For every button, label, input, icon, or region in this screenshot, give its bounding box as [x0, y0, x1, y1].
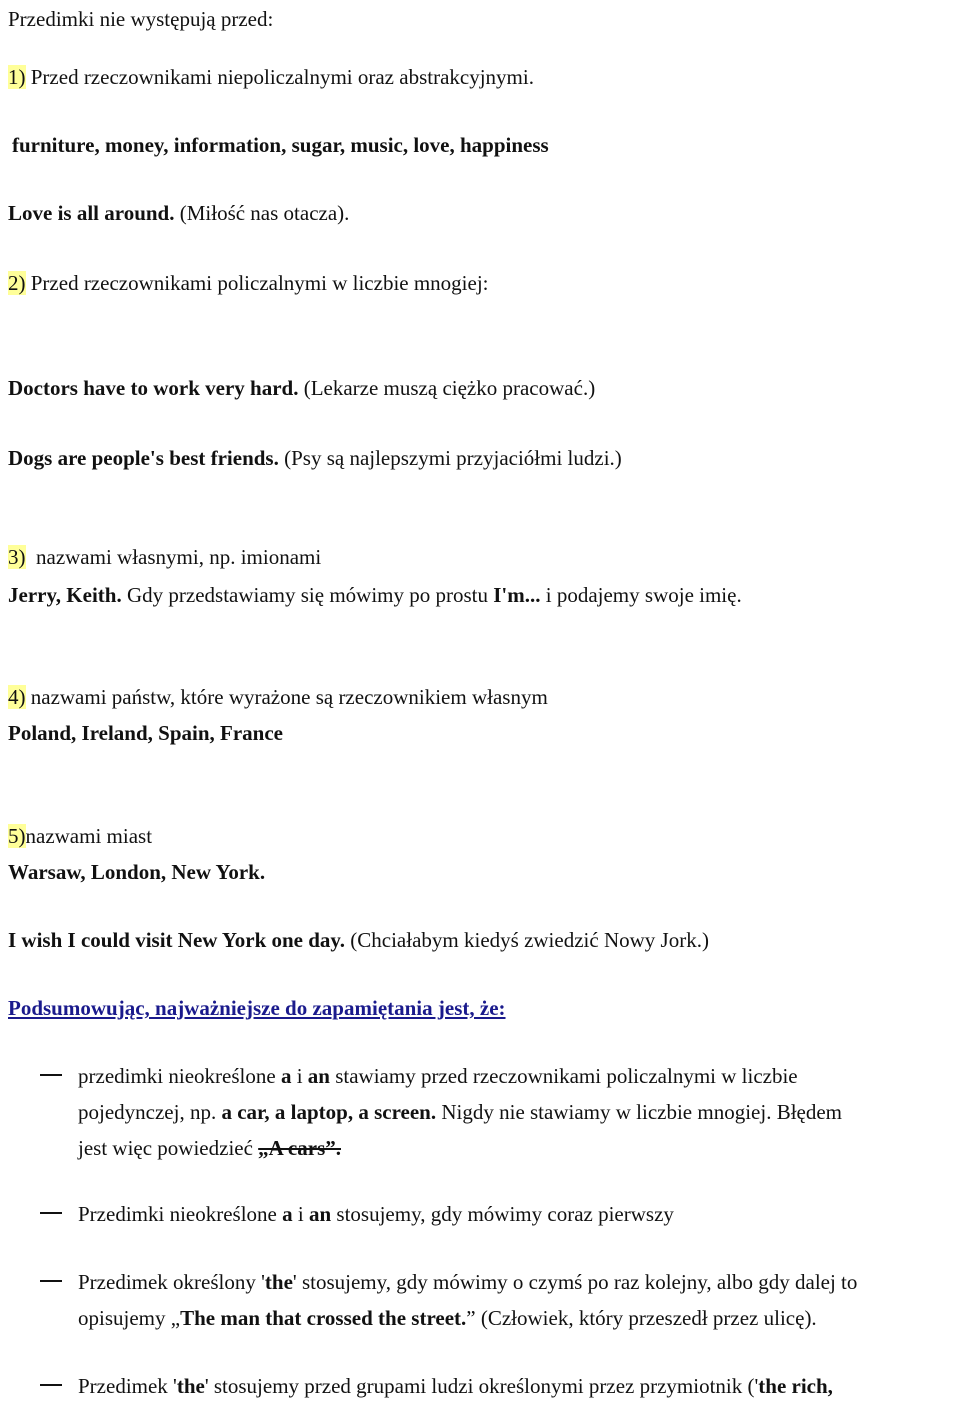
bullet-1-line-1: przedimki nieokreślone a i an stawiamy przed rzeczownikami policzalnymi w liczbie [78, 1064, 798, 1088]
bullet-2-line-1: Przedimki nieokreślone a i an stosujemy, gdy mówimy coraz pierwszy [78, 1202, 674, 1226]
intro-heading: Przedimki nie występują przed: [8, 7, 274, 31]
point-4 [8, 679, 548, 715]
point-4-examples: Poland, Ireland, Spain, France [8, 721, 283, 745]
bullet-1-line-2: pojedynczej, np. a car, a laptop, a screen. Nigdy nie stawiamy w liczbie mnogiej. Błędem [78, 1100, 843, 1124]
point-text: nazwami państw, które wyrażone są rzeczownikiem własnym [30, 685, 548, 709]
point-number: 3) [8, 545, 26, 569]
bullet-1-line-3: jest więc powiedzieć „A cars”. [78, 1136, 341, 1160]
point-number: 2) [8, 271, 26, 295]
bullet-4-line-1: Przedimek 'the' stosujemy przed grupami ludzi określonymi przez przymiotnik ('the rich, [78, 1374, 833, 1398]
struck-example: „A cars”. [258, 1136, 341, 1160]
point-1-sentence: Love is all around. (Miłość nas otacza). [8, 201, 350, 225]
point-number: 1) [8, 65, 26, 89]
summary-heading: Podsumowując, najważniejsze do zapamiętania jest, że: [8, 996, 506, 1020]
point-text: Przed rzeczownikami niepoliczalnymi oraz abstrakcyjnymi. [30, 65, 534, 89]
bullet-3-line-1: Przedimek określony 'the' stosujemy, gdy mówimy o czymś po raz kolejny, albo gdy dalej to [78, 1270, 858, 1294]
bullet-dash-icon [40, 1384, 62, 1386]
point-text: nazwami miast [25, 824, 153, 848]
point-number: 5) [8, 824, 26, 848]
point-2 [8, 265, 489, 301]
bullet-dash-icon [40, 1074, 62, 1076]
bullet-dash-icon [40, 1280, 62, 1282]
point-3-examples: Jerry, Keith. Gdy przedstawiamy się mówimy po prostu I'm... i podajemy swoje imię. [8, 583, 742, 607]
point-5-examples: Warsaw, London, New York. [8, 860, 266, 884]
point-number: 4) [8, 685, 26, 709]
point-2-example-1: Doctors have to work very hard. (Lekarze muszą ciężko pracować.) [8, 376, 596, 400]
point-1-examples: furniture, money, information, sugar, music, love, happiness [12, 133, 549, 157]
point-text: Przed rzeczownikami policzalnymi w liczbie mnogiej: [30, 271, 489, 295]
point-2-example-2: Dogs are people's best friends. (Psy są najlepszymi przyjaciółmi ludzi.) [8, 446, 622, 470]
bullet-3-line-2: opisujemy „The man that crossed the street.” (Człowiek, który przeszedł przez ulicę). [78, 1306, 817, 1330]
point-3 [8, 539, 321, 575]
point-5-sentence: I wish I could visit New York one day. (Chciałabym kiedyś zwiedzić Nowy Jork.) [8, 928, 709, 952]
bullet-dash-icon [40, 1212, 62, 1214]
point-5 [8, 818, 152, 854]
point-text: nazwami własnymi, np. imionami [36, 545, 322, 569]
point-1 [8, 59, 534, 95]
